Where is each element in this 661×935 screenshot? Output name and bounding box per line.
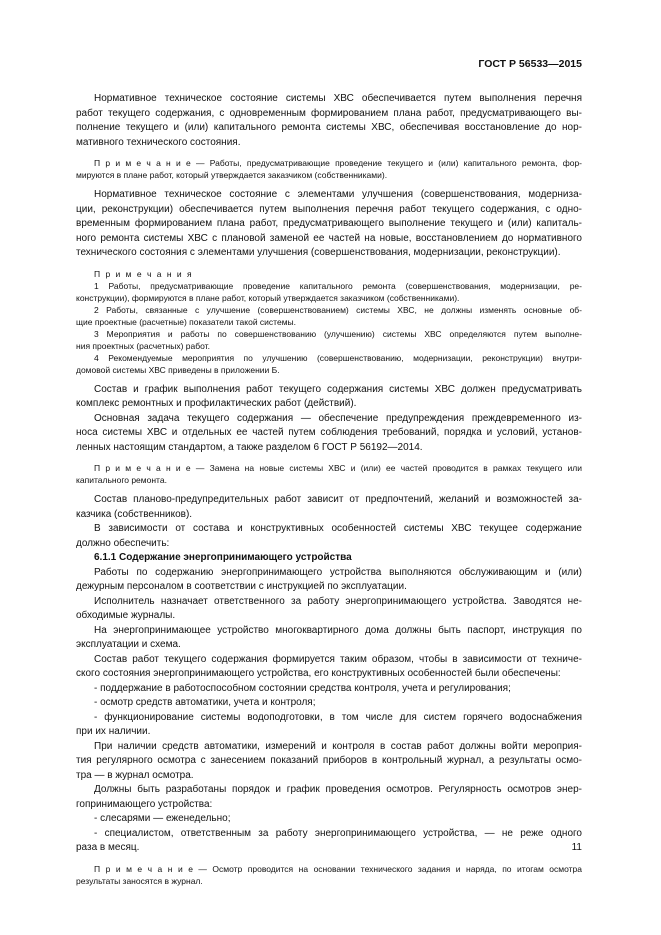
text-line: домовой системы ХВС приведены в приложении Б. [76, 364, 280, 375]
paragraph [76, 383, 582, 412]
note [76, 157, 582, 181]
text-line: временным формированием плана работ, предусматривающего выполнение текущего и (или) капиталь- [76, 218, 582, 229]
text-line: конструкции), формируются в плане работ, который утверждается заказчиком (собственниками). [76, 292, 460, 303]
text-line: Нормативное техническое состояние с элементами улучшения (совершенствования, модерниза- [94, 189, 582, 200]
paragraph [76, 711, 582, 740]
paragraph [76, 595, 582, 624]
text-line: Состав и график выполнения работ текущего содержания системы ХВС должен предусматривать [94, 383, 582, 395]
paragraph [76, 696, 582, 711]
text-line: 3 Мероприятия и работы по совершенствованию (улучшению) системы ХВС определяются путем выполне- [94, 328, 582, 339]
text-line: комплекс ремонтных и профилактических работ (действий). [76, 398, 357, 409]
text-line: Исполнитель назначает ответственного за работу энергопринимающего устройства. Заводятся не- [94, 595, 582, 607]
text-line: дежурным персоналом в соответствии с инструкцией по эксплуатации. [76, 581, 407, 592]
text-line: П р и м е ч а н и е — Замена на новые системы ХВС и (или) ее частей проводится в рамках текущего или [94, 463, 582, 473]
paragraph [76, 682, 582, 697]
text-line: мируются в плане работ, который утверждается заказчиком (собственниками). [76, 170, 388, 180]
text-line: эксплуатации и схема. [76, 639, 181, 650]
text-line: работ текущего содержания, с одновременным формированием плана работ, предусматривающего вы- [76, 107, 582, 119]
text-line: тия регулярного осмотра с занесением показаний приборов в контрольный журнал, а результаты осмо- [76, 755, 582, 766]
text-line: ния проектных (расчетных) работ. [76, 340, 210, 351]
text-line: технического состояния с элементами улучшения (совершенствования, модернизации, реконструкции). [76, 247, 561, 258]
text-line: мативного технического состояния. [76, 136, 241, 148]
text-line: При наличии средств автоматики, измерений и контроля в состав работ должны войти мероприя- [94, 740, 582, 752]
paragraph [76, 412, 582, 456]
paragraph [76, 783, 582, 812]
text-line: при их наличии. [76, 726, 151, 737]
text-line: ского состояния энергопринимающего устройства, его конструктивных особенностей были обеспечены: [76, 668, 561, 679]
text-line: гопринимающего устройства: [76, 798, 213, 810]
document-body [76, 92, 582, 887]
text-line: щие проектные (расчетные) показатели такой системы. [76, 316, 297, 327]
text-line: 4 Рекомендуемые мероприятия по улучшению (совершенствованию, модернизации, реконструкции) внутри- [94, 352, 582, 363]
text-line: - осмотр средств автоматики, учета и контроля; [94, 697, 316, 708]
text-line: результаты заносятся в журнал. [76, 875, 203, 886]
text-line: - специалистом, ответственным за работу энергопринимающего устройства, — не реже одного [94, 827, 582, 839]
paragraph [76, 624, 582, 653]
text-line: Состав планово-предупредительных работ зависит от предпочтений, желаний и возможностей за- [94, 494, 582, 505]
note [76, 462, 582, 486]
text-line: На энергопринимающее устройство многоквартирного дома должны быть паспорт, инструкция по [94, 624, 582, 636]
paragraph [76, 566, 582, 595]
text-line: носа системы ХВС и отдельных ее частей путем соблюдения требований, порядка и условий, установ- [76, 427, 582, 438]
notes-block [76, 268, 582, 376]
text-line: Должны быть разработаны порядок и график проведения осмотров. Регулярность осмотров энер- [94, 784, 582, 795]
text-line: капитального ремонта. [76, 475, 167, 485]
paragraph [76, 740, 582, 784]
paragraph [76, 653, 582, 682]
text-line: 6.1.1 Содержание энергопринимающего устройства [94, 552, 352, 563]
text-line: В зависимости от состава и конструктивных особенностей системы ХВС текущее содержание [94, 523, 582, 534]
paragraph [76, 92, 582, 150]
text-line: полнение текущего и (или) капитального ремонта системы ХВС, обеспечивая восстановление до нор- [76, 122, 582, 133]
text-line: раза в месяц. [76, 842, 140, 853]
text-line: - функционирование системы водоподготовки, в том числе для систем горячего водоснабжения [94, 711, 582, 723]
section-heading [76, 551, 582, 566]
text-line: Нормативное техническое состояние системы ХВС обеспечивается путем выполнения перечня [94, 93, 582, 104]
text-line: тра — в журнал осмотра. [76, 769, 194, 781]
text-line: обходимые журналы. [76, 610, 176, 621]
text-line: Работы по содержанию энергопринимающего устройства выполняются обслуживающим и (или) [94, 566, 582, 578]
paragraph [76, 188, 582, 261]
text-line: 1 Работы, предусматривающие проведение капитального ремонта (совершенствования, модернизации, ре- [94, 280, 582, 291]
document-header: ГОСТ Р 56533—2015 [478, 58, 582, 70]
text-line: ного ремонта системы ХВС с плановой заменой ее частей на новые, восстановлением до нормативного [76, 232, 582, 244]
text-line: ленных настоящим стандартом, а также разделом 6 ГОСТ Р 56192—2014. [76, 441, 423, 453]
text-line: - слесарями — еженедельно; [94, 813, 231, 824]
page-number: 11 [571, 842, 582, 853]
paragraph [76, 812, 582, 827]
note [76, 863, 582, 887]
paragraph [76, 493, 582, 522]
text-line: П р и м е ч а н и е — Работы, предусматривающие проведение текущего и (или) капитального ремонта, фор- [94, 158, 582, 168]
paragraph [76, 522, 582, 551]
text-line: должно обеспечить: [76, 537, 170, 549]
notes-title: П р и м е ч а н и я [94, 268, 194, 279]
text-line: 2 Работы, связанные с улучшение (совершенствованием) системы ХВС, не должны изменять основные об- [94, 304, 582, 315]
text-line: Основная задача текущего содержания — обеспечение предупреждения преждевременного из- [94, 412, 582, 424]
text-line: Состав работ текущего содержания формируется таким образом, чтобы в зависимости от техниче- [94, 653, 582, 665]
text-line: ции, реконструкции) обеспечивается путем выполнения перечня работ текущего содержания, с одно- [76, 203, 582, 215]
text-line: казчика (собственников). [76, 508, 193, 520]
text-line: - поддержание в работоспособном состоянии средства контроля, учета и регулирования; [94, 682, 511, 694]
text-line: П р и м е ч а н и е — Осмотр проводится на основании технического задания и наряда, по итогам осмотра [94, 863, 582, 874]
